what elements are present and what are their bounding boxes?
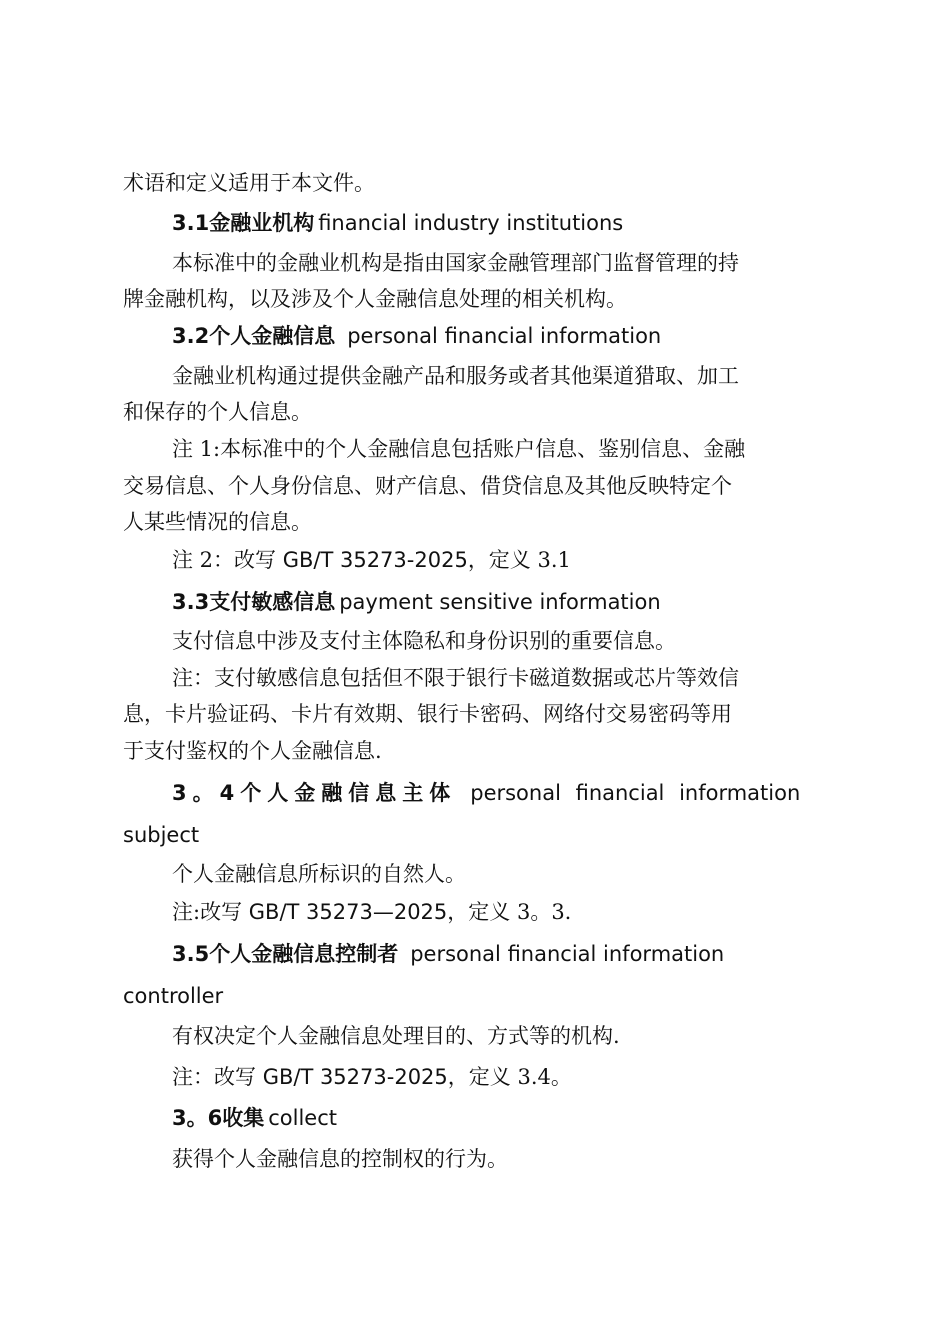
note-line: 人某些情况的信息。 <box>123 510 312 534</box>
note-line <box>172 545 571 575</box>
term-zh: 个人金融信息控制者 <box>209 942 399 966</box>
term-heading-3-4 <box>172 778 800 808</box>
definition-line: 牌金融机构，以及涉及个人金融信息处理的相关机构。 <box>123 287 627 311</box>
note-prefix: 注:改写 <box>172 900 249 924</box>
term-heading-3-2 <box>172 321 661 351</box>
standard-ref: GB/T 35273—2025 <box>248 900 448 924</box>
term-en-continuation: subject <box>123 823 200 847</box>
intro-line: 术语和定义适用于本文件。 <box>123 171 375 195</box>
term-en: collect <box>268 1106 337 1130</box>
term-zh: 个人金融信息主体 <box>240 781 457 805</box>
term-zh: 支付敏感信息 <box>209 590 336 614</box>
term-en: financial industry institutions <box>318 211 624 235</box>
term-heading-3-3 <box>172 587 661 617</box>
note-prefix: 注 2：改写 <box>172 548 283 572</box>
term-en: personal financial information <box>470 781 801 805</box>
term-zh: 收集 <box>222 1106 265 1130</box>
term-zh: 个人金融信息 <box>209 324 336 348</box>
term-heading-3-6 <box>172 1103 337 1133</box>
definition-line: 本标准中的金融业机构是指由国家金融管理部门监督管理的持 <box>172 251 739 275</box>
term-number: 3。4 <box>172 781 241 805</box>
note-line: 于支付鉴权的个人金融信息. <box>123 739 382 763</box>
term-number: 3.1 <box>172 211 210 235</box>
definition-line: 获得个人金融信息的控制权的行为。 <box>172 1147 508 1171</box>
standard-ref: GB/T 35273-2025 <box>282 548 468 572</box>
note-line: 交易信息、个人身份信息、财产信息、借贷信息及其他反映特定个 <box>123 474 732 498</box>
definition-line: 和保存的个人信息。 <box>123 400 312 424</box>
term-number: 3.5 <box>172 942 210 966</box>
term-number: 3.3 <box>172 590 210 614</box>
definition-line: 金融业机构通过提供金融产品和服务或者其他渠道猎取、加工 <box>172 364 739 388</box>
term-en: personal financial information <box>410 942 725 966</box>
definition-line: 支付信息中涉及支付主体隐私和身份识别的重要信息。 <box>172 629 676 653</box>
note-line <box>172 1062 572 1092</box>
note-prefix: 注：改写 <box>172 1065 263 1089</box>
term-en: payment sensitive information <box>339 590 661 614</box>
term-en-continuation: controller <box>123 984 224 1008</box>
term-en: personal financial information <box>347 324 662 348</box>
note-line: 息，卡片验证码、卡片有效期、银行卡密码、网络付交易密码等用 <box>123 702 732 726</box>
term-heading-3-5 <box>172 939 724 969</box>
note-line: 注：支付敏感信息包括但不限于银行卡磁道数据或芯片等效信 <box>172 666 739 690</box>
note-suffix: ，定义 3。3. <box>447 900 572 924</box>
term-number: 3.2 <box>172 324 210 348</box>
definition-line: 有权决定个人金融信息处理目的、方式等的机构. <box>172 1024 620 1048</box>
note-line: 注 1:本标准中的个人金融信息包括账户信息、鉴别信息、金融 <box>172 437 746 461</box>
term-zh: 金融业机构 <box>209 211 315 235</box>
standard-ref: GB/T 35273-2025 <box>262 1065 448 1089</box>
note-suffix: ，定义 3.4。 <box>447 1065 572 1089</box>
term-heading-3-1 <box>172 208 623 238</box>
term-number: 3。6 <box>172 1106 223 1130</box>
note-line <box>172 897 571 927</box>
definition-line: 个人金融信息所标识的自然人。 <box>172 862 466 886</box>
note-suffix: ，定义 3.1 <box>467 548 571 572</box>
